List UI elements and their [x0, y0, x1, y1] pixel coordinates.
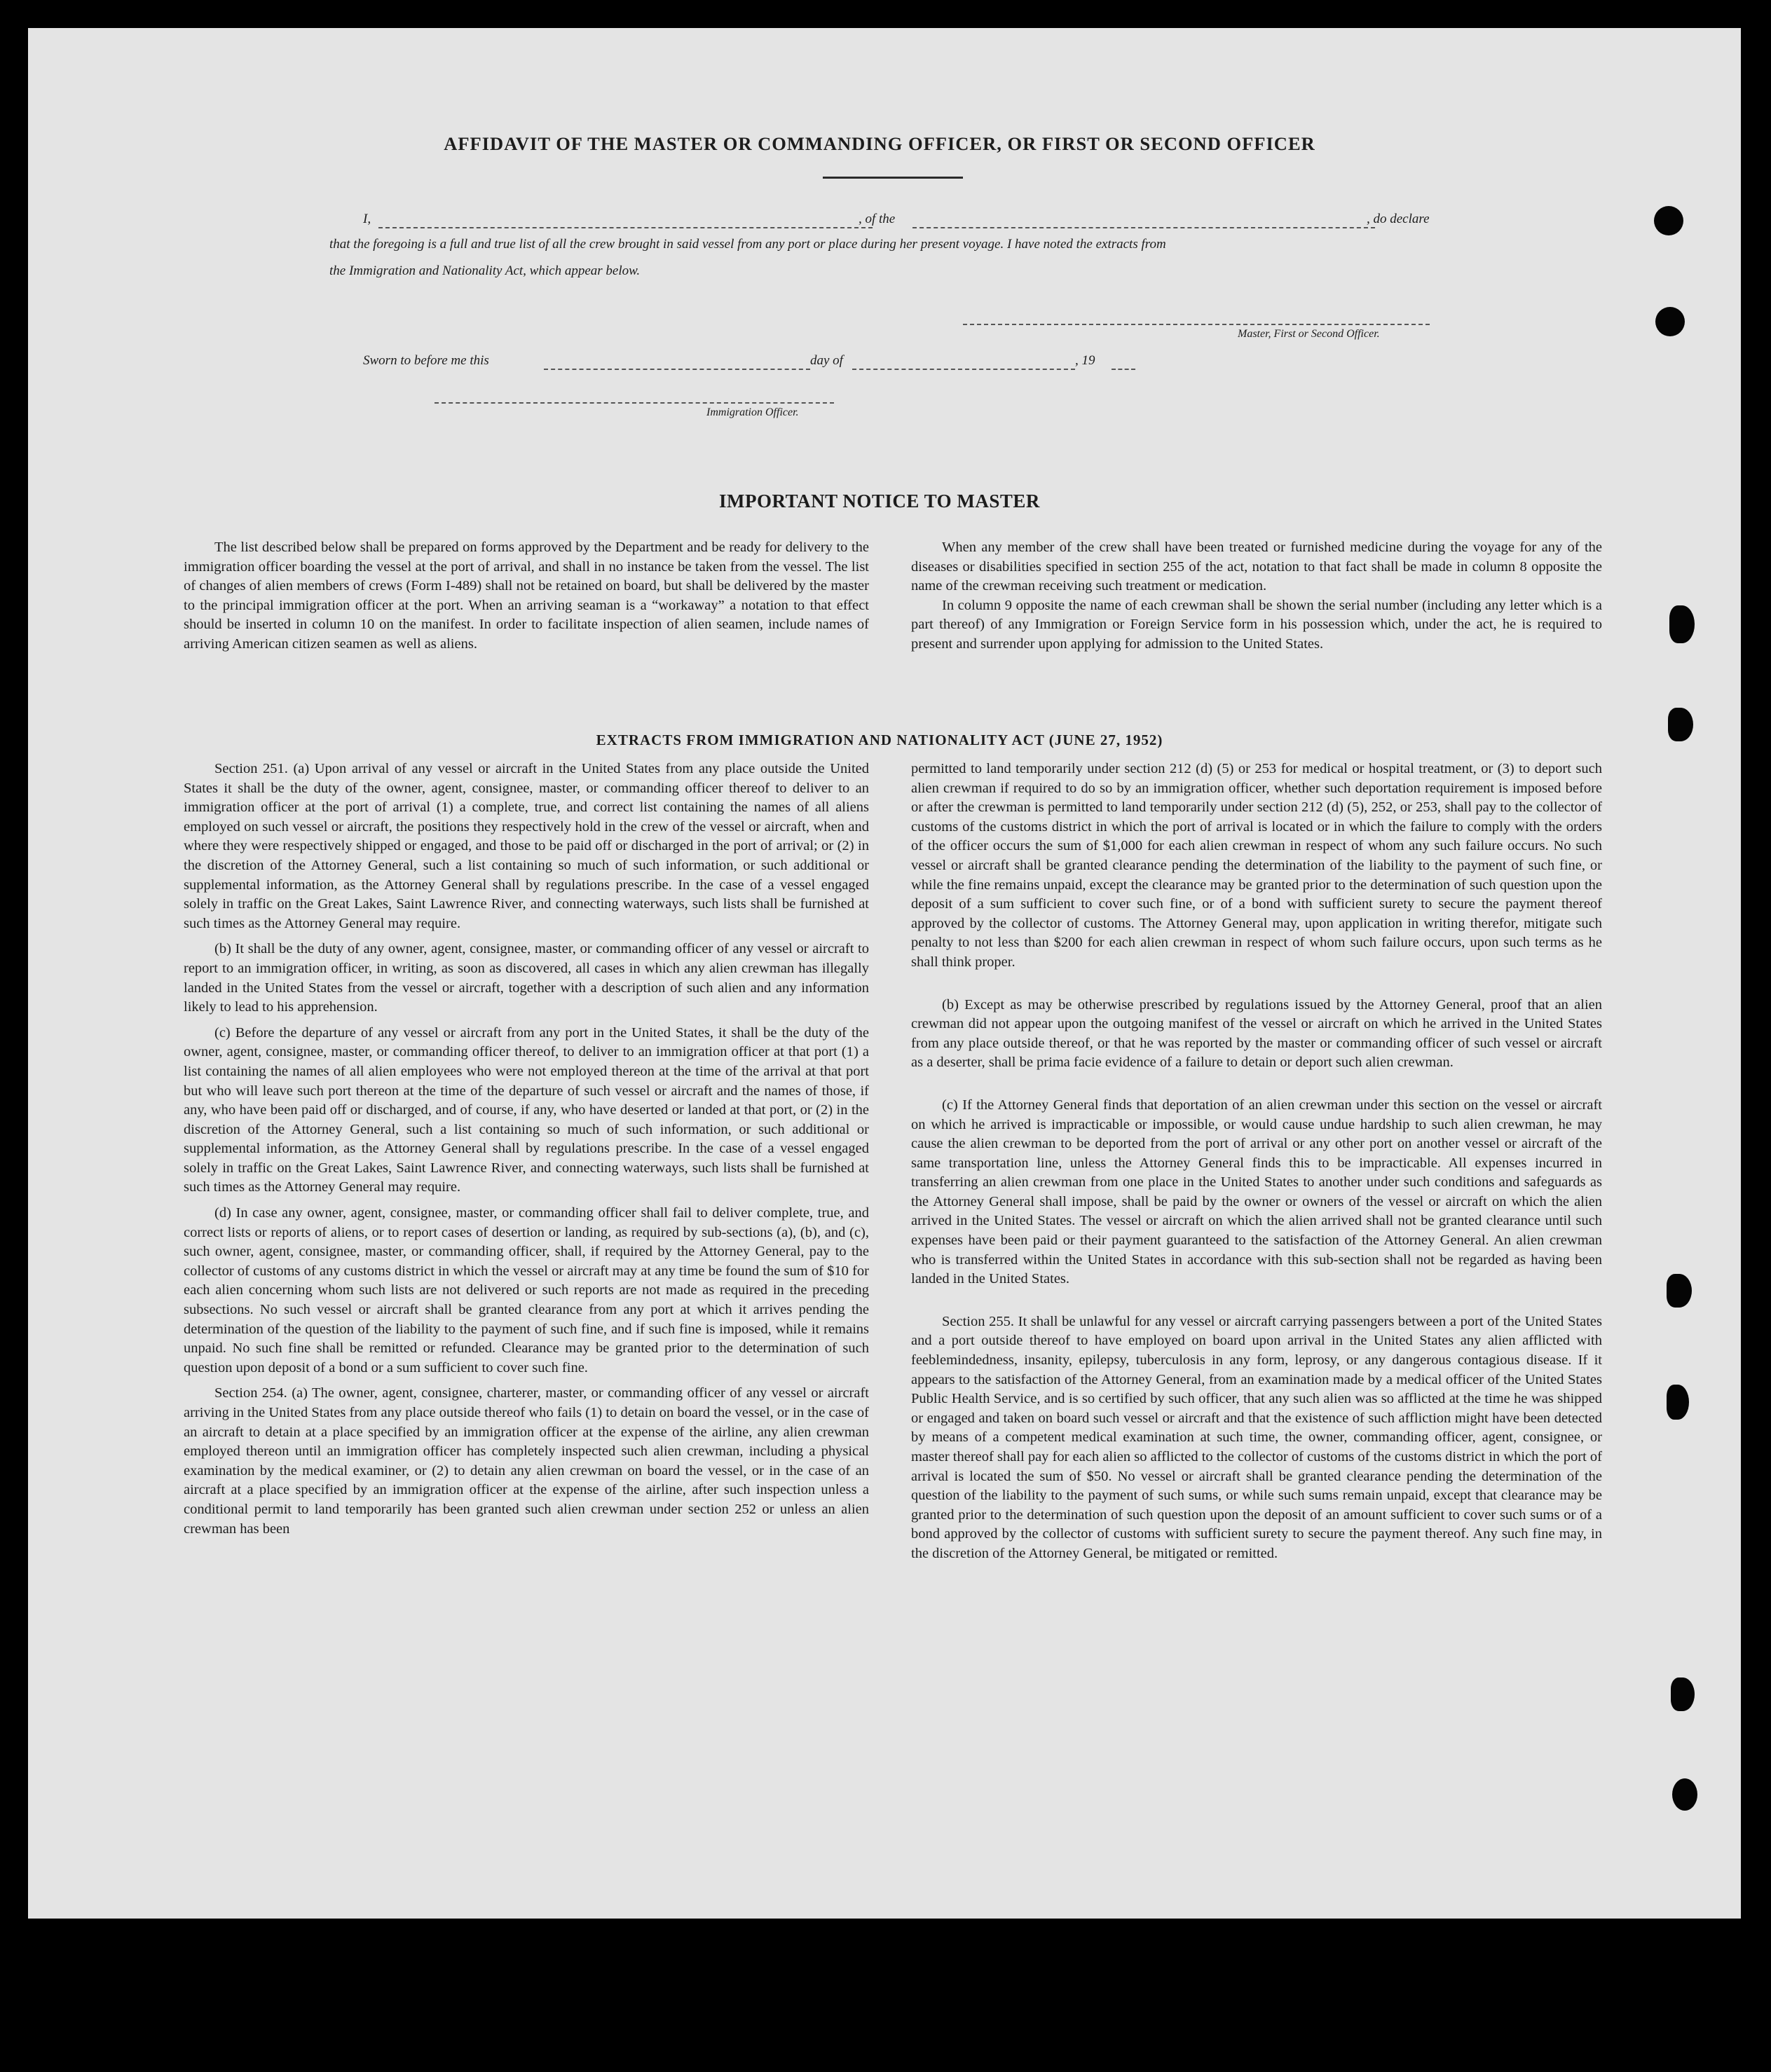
extracts-left-column — [184, 760, 869, 1707]
officer-signature-line — [435, 402, 834, 404]
punch-hole — [1655, 307, 1685, 336]
master-signature-line — [963, 324, 1430, 325]
punch-hole — [1667, 1274, 1692, 1308]
punch-hole — [1672, 1778, 1697, 1811]
year-prefix: , 19 — [1075, 353, 1095, 368]
notice-left-text: The list described below shall be prepared on forms approved by the Department and be ready for delivery to the immigration officer boarding the vessel at the port of arrival, and shall in no instance be taken from the vessel. The list of changes of alien members of crews (Form I-489) shall not be retained on board, but shall be delivered by the master to the principal immigration officer at the port. When an arriving seaman is a “workaway” a notation to that effect should be inserted in column 10 on the manifest. In order to facilitate inspection of alien seamen, include names of arriving American citizen seamen as well as aliens. — [184, 540, 869, 652]
declarant-label: I, — [363, 212, 371, 226]
punch-hole — [1654, 206, 1683, 235]
master-caption: Master, First or Second Officer. — [1238, 328, 1380, 340]
punch-hole — [1669, 605, 1695, 643]
punch-hole — [1667, 1385, 1689, 1420]
extracts-title: EXTRACTS FROM IMMIGRATION AND NATIONALITY ACT (JUNE 27, 1952) — [596, 732, 1163, 748]
of-the-label: , of the — [859, 212, 896, 226]
sworn-label: Sworn to before me this — [363, 353, 489, 368]
section-251c: (c) Before the departure of any vessel or aircraft from any port in the United States, it shall be the duty of the owner, agent, consignee, master, or commanding officer thereof, to deliver to an immigration officer at that port (1) a list containing the names of all alien employees who were not employed thereon at the time of the arrival at that port but who will leave such port thereon at the time of the departure of such vessel or aircraft and the names of those, if any, who have been paid off or discharged, and of course, if any, who have deserted or landed at that port, or (2) in the discretion of the Attorney General, such a list containing so much of such information, or such additional or supplemental information, as the Attorney General shall by regulations prescribe. In the case of a vessel engaged solely in traffic on the Great Lakes, Saint Lawrence River, and connecting waterways, such lists shall be furnished at such times as the Attorney General may require. — [184, 1024, 869, 1195]
sworn-day-line — [544, 369, 810, 370]
section-251a: Section 251. (a) Upon arrival of any vessel or aircraft in the United States from any place outside the United States it shall be the duty of the owner, agent, consignee, master, or commanding officer thereof to deliver to an immigration officer at the port of arrival (1) a complete, true, and correct list containing the names of all aliens employed on such vessel or aircraft, the positions they respectively hold in the crew of the vessel or aircraft, when and where they were respectively shipped or engaged, and those to be paid off or discharged in the port of arrival; or (2) in the discretion of the Attorney General, such a list containing so much of such information, or such additional or supplemental information, as the Attorney General shall by regulations prescribe. In the case of a vessel engaged solely in traffic on the Great Lakes, Saint Lawrence River, and connecting waterways, such lists shall be furnished at such times as the Attorney General may require. — [184, 761, 869, 931]
extracts-right-column — [911, 760, 1602, 1707]
affidavit-title: AFFIDAVIT OF THE MASTER OR COMMANDING OFFICER, OR FIRST OR SECOND OFFICER — [444, 133, 1315, 154]
sworn-year-line — [1112, 369, 1135, 370]
do-declare-label: , do declare — [1367, 212, 1430, 226]
sworn-month-line — [852, 369, 1075, 370]
declarant-name-line — [378, 227, 873, 228]
notice-right-text-2: In column 9 opposite the name of each crewman shall be shown the serial number (including any letter which is a part thereof) of any Immigration or Foreign Service form in his possession which, under the act, he is required to present and surrender upon applying for admission to the United States. — [911, 597, 1602, 652]
notice-left-column — [184, 538, 869, 725]
title-rule — [823, 177, 963, 179]
punch-hole — [1671, 1678, 1695, 1711]
notice-right-column — [911, 538, 1602, 725]
section-254a-left: Section 254. (a) The owner, agent, consignee, charterer, master, or commanding officer of any vessel or aircraft arriving in the United States from any place outside thereof who fails (1) to detain on board the vessel, or in the case of an aircraft to detain at a place specified by an immigration officer at the expense of the airline, any alien crewman employed thereon until an immigration officer has completely inspected such alien crewman, including a physical examination by the medical examiner, or (2) to detain any alien crewman on board the vessel, or in the case of an aircraft at a place specified by an immigration officer at the expense of the airline, after such inspection unless a conditional permit to land temporarily has been granted such alien crewman under section 252 or unless an alien crewman has been — [184, 1385, 869, 1537]
notice-title: IMPORTANT NOTICE TO MASTER — [719, 490, 1040, 512]
section-255: Section 255. It shall be unlawful for any vessel or aircraft carrying passengers between a port of the United States and a port outside thereof to have employed on board upon arrival in the United States any alien afflicted with feeblemindedness, insanity, epilepsy, tuberculosis in any form, leprosy, or any dangerous contagious disease. If it appears to the satisfaction of the Attorney General, from an examination made by a medical officer of the United States Public Health Service, and is so certified by such officer, that any such alien was so afflicted at the time he was shipped or engaged and taken on board such vessel or aircraft and that the existence of such affliction might have been detected by means of a competent medical examination at such time, the owner, commanding officer, agent, consignee, or master thereof shall pay for each alien so afflicted to the collector of customs of the customs district in which the port of arrival is located the sum of $50. No vessel or aircraft shall be granted clearance pending the determination of the question of the liability to the payment of such sums, or while such sums remain unpaid, except that clearance may be granted prior to the determination of such question upon the deposit of an amount sufficient to cover such sums or of a bond approved by the collector of customs with sufficient surety to secure the payment thereof. Any such fine may, in the discretion of the Attorney General, be mitigated or remitted. — [911, 1313, 1602, 1561]
section-254b: (b) Except as may be otherwise prescribed by regulations issued by the Attorney General, proof that an alien crewman did not appear upon the outgoing manifest of the vessel or aircraft on which he arrived in the United States from any place outside thereof, or that he was reported by the master or commanding officer of such vessel or aircraft as a deserter, shall be prima facie evidence of a failure to detain or deport such alien crewman. — [911, 996, 1602, 1071]
section-254a-right: permitted to land temporarily under section 212 (d) (5) or 253 for medical or hospital treatment, or (3) to deport such alien crewman if required to do so by an immigration officer, whether such deportation requirement is imposed before or after the crewman is permitted to land temporarily under section 212 (d) (5), 252, or 253, shall pay to the collector of customs of the customs district in which the port of arrival is located or in which the failure to comply with the orders of the officer occurs the sum of $1,000 for each alien crewman in respect of whom any such failure occurs. No such vessel or aircraft shall be granted clearance pending the determination of the liability to the payment of such fine, or while the fine remains unpaid, except the clearance may be granted prior to the determination of such question upon the deposit of a sum sufficient to cover such fine, or of a bond with sufficient surety to secure the payment thereof approved by the collector of customs. The Attorney General may, upon application in writing therefor, mitigate such penalty to not less than $200 for each alien crewman in respect of whom such failure occurs, upon such terms as he shall think proper. — [911, 761, 1602, 970]
document-page — [28, 28, 1741, 1919]
day-of-label: day of — [810, 353, 843, 368]
vessel-name-line — [912, 227, 1375, 228]
notice-right-text-1: When any member of the crew shall have been treated or furnished medicine during the voyage for any of the diseases or disabilities specified in section 255 of the act, notation to that fact shall be made in column 8 opposite the name of the crewman receiving such treatment or medication. — [911, 540, 1602, 594]
declaration-line-2: that the foregoing is a full and true list of all the crew brought in said vessel from any port or place during her present voyage. I have noted the extracts from — [329, 237, 1166, 252]
section-251b: (b) It shall be the duty of any owner, agent, consignee, master, or commanding officer of any vessel or aircraft to report to an immigration officer, in writing, as soon as discovered, all cases in which any alien crewman has illegally landed in the United States from the vessel or aircraft, together with a description of such alien and any information likely to lead to his apprehension. — [184, 941, 869, 1015]
officer-caption: Immigration Officer. — [706, 406, 799, 418]
section-254c: (c) If the Attorney General finds that deportation of an alien crewman under this section on the vessel or aircraft on which he arrived is impracticable or impossible, or would cause undue hardship to such alien crewman, he may cause the alien crewman to be deported from the port of arrival or any other port on another vessel or aircraft of the same transportation line, unless the Attorney General finds this to be impracticable. All expenses incurred in transferring an alien crewman from one place in the United States to another under such conditions and safeguards as the Attorney General shall impose, shall be paid by the owner or owners of the vessel or aircraft on which the alien arrived in the United States. The vessel or aircraft on which the alien arrived shall not be granted clearance until such expenses have been paid or their payment guaranteed to the satisfaction of the Attorney General. An alien crewman who is transferred within the United States in accordance with this sub-section shall not be regarded as having been landed in the United States. — [911, 1097, 1602, 1287]
section-251d: (d) In case any owner, agent, consignee, master, or commanding officer shall fail to deliver complete, true, and correct lists or reports of aliens, or to report cases of desertion or landing, as required by sub-sections (a), (b), and (c), such owner, agent, consignee, master, or commanding officer, shall, if required by the Attorney General, pay to the collector of customs of any customs district in which the vessel or aircraft may at any time be found the sum of $10 for each alien concerning whom such lists are not delivered or such reports are not made as required in the preceding subsections. No such vessel or aircraft shall be granted clearance from any port at which it arrives pending the determination of the question of the liability to the payment of such fine, and if such fine is imposed, while it remains unpaid. No such fine shall be remitted or refunded. Clearance may be granted prior to the determination of such question upon deposit of a bond or a sum sufficient to cover such fine. — [184, 1205, 869, 1375]
declaration-line-3: the Immigration and Nationality Act, which appear below. — [329, 263, 641, 278]
